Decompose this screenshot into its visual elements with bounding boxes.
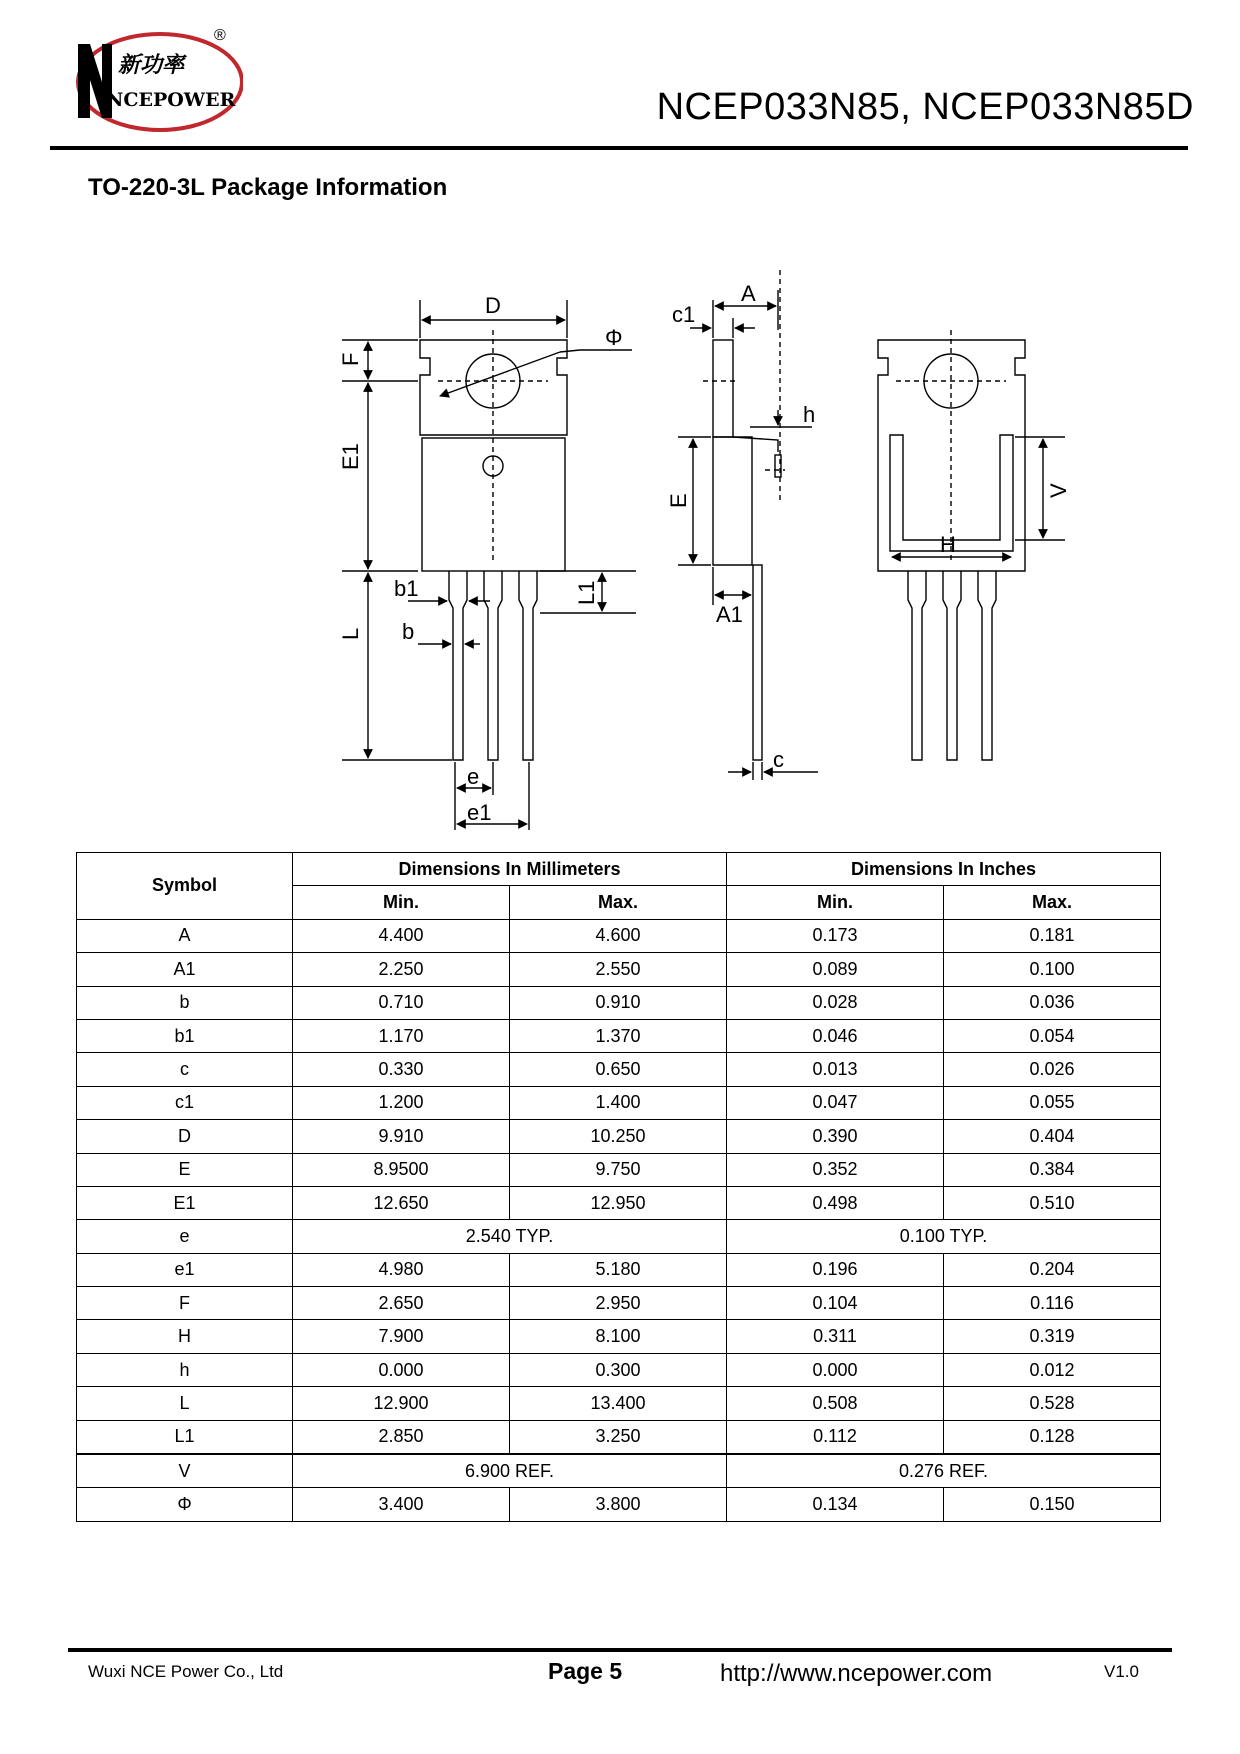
label-c1: c1 bbox=[672, 302, 696, 327]
cell-in-min: 0.000 bbox=[727, 1353, 944, 1386]
cell-mm-max: 1.400 bbox=[510, 1086, 727, 1119]
table-row bbox=[77, 1287, 1161, 1320]
cell-mm-max: 0.910 bbox=[510, 986, 727, 1019]
cell-in-max: 0.510 bbox=[944, 1186, 1161, 1219]
cell-symbol: h bbox=[77, 1353, 293, 1386]
cell-mm-max: 2.550 bbox=[510, 953, 727, 986]
in-max-header: Max. bbox=[944, 886, 1161, 919]
footer-website-link[interactable]: http://www.ncepower.com bbox=[720, 1660, 993, 1687]
table-row bbox=[77, 1086, 1161, 1119]
cell-mm-max: 9.750 bbox=[510, 1153, 727, 1186]
cell-mm-min: 1.200 bbox=[293, 1086, 510, 1119]
table-row bbox=[77, 953, 1161, 986]
mm-header: Dimensions In Millimeters bbox=[293, 853, 727, 886]
registered-mark: ® bbox=[214, 27, 226, 44]
cell-in-max: 0.055 bbox=[944, 1086, 1161, 1119]
cell-symbol: L bbox=[77, 1387, 293, 1420]
mm-min-header: Min. bbox=[293, 886, 510, 919]
front-view bbox=[342, 300, 636, 830]
symbol-header: Symbol bbox=[77, 853, 293, 920]
cell-mm-min: 12.900 bbox=[293, 1387, 510, 1420]
logo-text-en: NCEPOWER bbox=[106, 89, 236, 111]
cell-in-span: 0.276 REF. bbox=[727, 1454, 1161, 1488]
cell-in-min: 0.089 bbox=[727, 953, 944, 986]
table-row bbox=[77, 1053, 1161, 1086]
cell-symbol: e bbox=[77, 1220, 293, 1253]
cell-mm-max: 8.100 bbox=[510, 1320, 727, 1353]
label-L1: L1 bbox=[574, 580, 599, 605]
label-H: H bbox=[940, 532, 956, 557]
table-row bbox=[77, 1019, 1161, 1052]
footer-version: V1.0 bbox=[1104, 1662, 1139, 1681]
cell-in-min: 0.498 bbox=[727, 1186, 944, 1219]
table-row bbox=[77, 1186, 1161, 1219]
cell-symbol: b bbox=[77, 986, 293, 1019]
cell-in-min: 0.508 bbox=[727, 1387, 944, 1420]
back-leads bbox=[908, 571, 996, 760]
cell-mm-min: 0.000 bbox=[293, 1353, 510, 1386]
cell-in-max: 0.528 bbox=[944, 1387, 1161, 1420]
logo-text-cn: 新功率 bbox=[118, 53, 185, 78]
label-e: e bbox=[467, 764, 480, 789]
cell-mm-min: 4.980 bbox=[293, 1253, 510, 1286]
cell-mm-max: 0.650 bbox=[510, 1053, 727, 1086]
cell-in-min: 0.196 bbox=[727, 1253, 944, 1286]
cell-symbol: F bbox=[77, 1287, 293, 1320]
cell-symbol: E1 bbox=[77, 1186, 293, 1219]
table-row bbox=[77, 1120, 1161, 1153]
label-A: A bbox=[741, 281, 756, 306]
label-E: E bbox=[666, 493, 691, 508]
table-row bbox=[77, 1153, 1161, 1186]
cell-in-span: 0.100 TYP. bbox=[727, 1220, 1161, 1253]
cell-mm-min: 2.650 bbox=[293, 1287, 510, 1320]
cell-symbol: Φ bbox=[77, 1488, 293, 1521]
cell-mm-min: 12.650 bbox=[293, 1186, 510, 1219]
section-title: TO-220-3L Package Information bbox=[88, 174, 448, 201]
cell-symbol: D bbox=[77, 1120, 293, 1153]
footer-divider bbox=[68, 1648, 1172, 1652]
cell-mm-max: 5.180 bbox=[510, 1253, 727, 1286]
cell-mm-max: 3.800 bbox=[510, 1488, 727, 1521]
cell-mm-min: 0.710 bbox=[293, 986, 510, 1019]
cell-in-min: 0.390 bbox=[727, 1120, 944, 1153]
cell-in-max: 0.054 bbox=[944, 1019, 1161, 1052]
label-h: h bbox=[803, 402, 816, 427]
cell-in-min: 0.047 bbox=[727, 1086, 944, 1119]
front-leads bbox=[449, 571, 537, 760]
cell-in-max: 0.128 bbox=[944, 1420, 1161, 1454]
cell-mm-max: 12.950 bbox=[510, 1186, 727, 1219]
table-row bbox=[77, 1253, 1161, 1286]
side-view bbox=[678, 270, 818, 780]
cell-mm-min: 2.850 bbox=[293, 1420, 510, 1454]
back-view bbox=[878, 330, 1065, 760]
cell-symbol: E bbox=[77, 1153, 293, 1186]
cell-in-max: 0.319 bbox=[944, 1320, 1161, 1353]
cell-mm-min: 7.900 bbox=[293, 1320, 510, 1353]
cell-symbol: c1 bbox=[77, 1086, 293, 1119]
dimensions-table-body bbox=[77, 919, 1161, 1521]
table-row bbox=[77, 1420, 1161, 1454]
cell-mm-max: 4.600 bbox=[510, 919, 727, 952]
cell-in-max: 0.150 bbox=[944, 1488, 1161, 1521]
label-F: F bbox=[338, 352, 363, 366]
cell-mm-max: 13.400 bbox=[510, 1387, 727, 1420]
cell-mm-max: 2.950 bbox=[510, 1287, 727, 1320]
table-row bbox=[77, 919, 1161, 952]
cell-symbol: A1 bbox=[77, 953, 293, 986]
cell-in-max: 0.026 bbox=[944, 1053, 1161, 1086]
label-E1: E1 bbox=[338, 443, 363, 470]
company-logo bbox=[68, 22, 243, 140]
table-row bbox=[77, 1353, 1161, 1386]
cell-in-max: 0.181 bbox=[944, 919, 1161, 952]
cell-symbol: e1 bbox=[77, 1253, 293, 1286]
cell-mm-min: 0.330 bbox=[293, 1053, 510, 1086]
package-drawing bbox=[300, 255, 1100, 845]
label-A1: A1 bbox=[716, 602, 743, 627]
cell-in-max: 0.116 bbox=[944, 1287, 1161, 1320]
cell-mm-min: 3.400 bbox=[293, 1488, 510, 1521]
cell-symbol: c bbox=[77, 1053, 293, 1086]
table-row bbox=[77, 986, 1161, 1019]
cell-symbol: H bbox=[77, 1320, 293, 1353]
label-V: V bbox=[1046, 483, 1071, 498]
cell-mm-max: 1.370 bbox=[510, 1019, 727, 1052]
cell-in-min: 0.046 bbox=[727, 1019, 944, 1052]
label-b: b bbox=[402, 619, 415, 644]
cell-in-max: 0.100 bbox=[944, 953, 1161, 986]
cell-mm-min: 2.250 bbox=[293, 953, 510, 986]
table-row bbox=[77, 1387, 1161, 1420]
cell-in-max: 0.204 bbox=[944, 1253, 1161, 1286]
cell-mm-min: 8.9500 bbox=[293, 1153, 510, 1186]
mm-max-header: Max. bbox=[510, 886, 727, 919]
cell-in-max: 0.404 bbox=[944, 1120, 1161, 1153]
cell-mm-span: 6.900 REF. bbox=[293, 1454, 727, 1488]
cell-mm-min: 9.910 bbox=[293, 1120, 510, 1153]
cell-in-min: 0.311 bbox=[727, 1320, 944, 1353]
cell-in-min: 0.013 bbox=[727, 1053, 944, 1086]
cell-in-max: 0.036 bbox=[944, 986, 1161, 1019]
cell-in-max: 0.384 bbox=[944, 1153, 1161, 1186]
cell-in-min: 0.112 bbox=[727, 1420, 944, 1454]
label-D: D bbox=[485, 293, 501, 318]
cell-symbol: V bbox=[77, 1454, 293, 1488]
footer-page-number: Page 5 bbox=[548, 1658, 623, 1684]
table-row bbox=[77, 1488, 1161, 1521]
footer-company: Wuxi NCE Power Co., Ltd bbox=[88, 1662, 284, 1681]
cell-mm-span: 2.540 TYP. bbox=[293, 1220, 727, 1253]
cell-in-min: 0.028 bbox=[727, 986, 944, 1019]
cell-in-min: 0.173 bbox=[727, 919, 944, 952]
label-c: c bbox=[773, 747, 784, 772]
cell-mm-max: 3.250 bbox=[510, 1420, 727, 1454]
cell-symbol: A bbox=[77, 919, 293, 952]
label-b1: b1 bbox=[394, 576, 419, 601]
label-e1: e1 bbox=[467, 800, 492, 825]
inch-header: Dimensions In Inches bbox=[727, 853, 1161, 886]
cell-symbol: b1 bbox=[77, 1019, 293, 1052]
cell-in-max: 0.012 bbox=[944, 1353, 1161, 1386]
cell-in-min: 0.352 bbox=[727, 1153, 944, 1186]
table-row bbox=[77, 1454, 1161, 1488]
label-L: L bbox=[338, 627, 363, 640]
cell-in-min: 0.104 bbox=[727, 1287, 944, 1320]
header-divider bbox=[50, 146, 1188, 150]
cell-mm-max: 10.250 bbox=[510, 1120, 727, 1153]
cell-mm-max: 0.300 bbox=[510, 1353, 727, 1386]
dimensions-table bbox=[76, 852, 1161, 1522]
cell-mm-min: 4.400 bbox=[293, 919, 510, 952]
cell-symbol: L1 bbox=[77, 1420, 293, 1454]
document-title: NCEP033N85, NCEP033N85D bbox=[656, 86, 1194, 128]
in-min-header: Min. bbox=[727, 886, 944, 919]
cell-in-min: 0.134 bbox=[727, 1488, 944, 1521]
cell-mm-min: 1.170 bbox=[293, 1019, 510, 1052]
table-row bbox=[77, 1320, 1161, 1353]
label-phi: Φ bbox=[605, 325, 623, 350]
table-row bbox=[77, 1220, 1161, 1253]
